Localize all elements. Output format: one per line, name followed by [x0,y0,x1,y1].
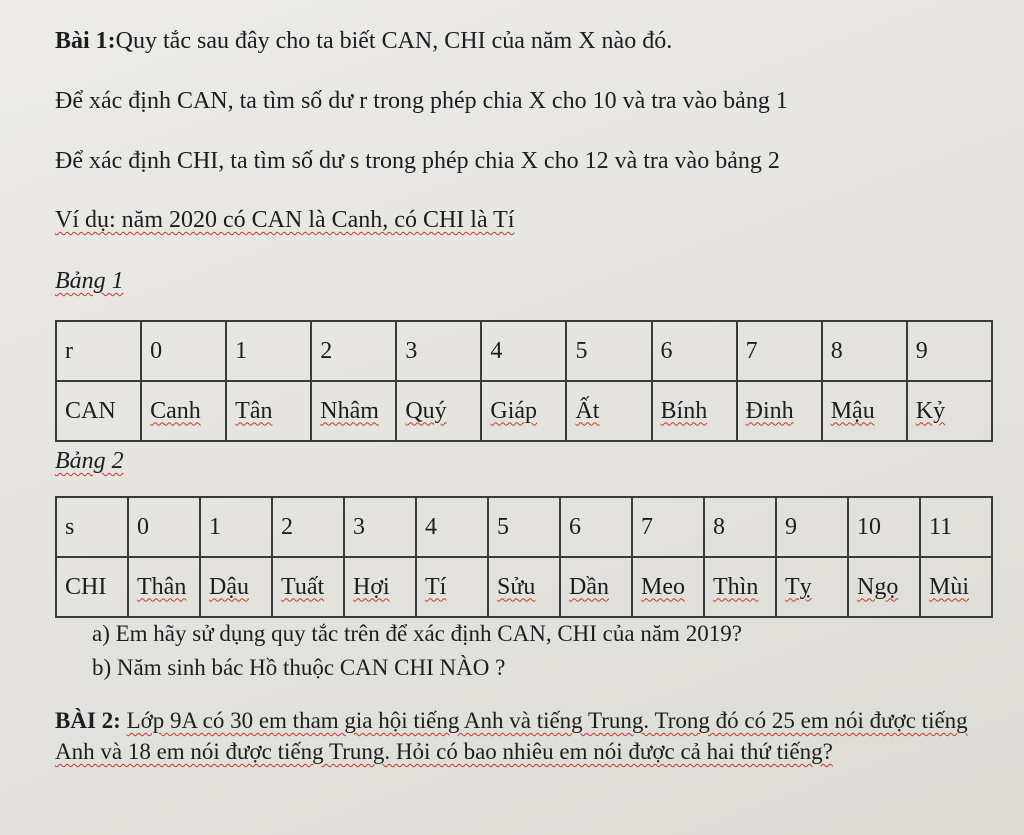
exercise-1-title: Quy tắc sau đây cho ta biết CAN, CHI của năm X nào đó. [115,28,673,54]
can-name-cell: Canh [141,381,226,441]
remainder-s-cell: 2 [272,497,344,557]
remainder-r-cell: 3 [396,321,481,381]
question-b: b) Năm sinh bác Hồ thuộc CAN CHI NÀO ? [92,655,506,680]
remainder-s-cell: 10 [848,497,920,557]
table-row [56,497,992,557]
remainder-s-cell: 6 [560,497,632,557]
chi-name-cell: Mùi [920,557,992,617]
can-rule-text: Để xác định CAN, ta tìm số dư r trong phép chia X cho 10 và tra vào bảng 1 [55,88,788,114]
exercise-2 [55,705,1005,767]
row-label-chi: CHI [56,557,128,617]
remainder-r-cell: 9 [907,321,992,381]
can-name-cell: Kỷ [907,381,992,441]
exercise-2-text: Lớp 9A có 30 em tham gia hội tiếng Anh và tiếng Trung. Trong đó có 25 em nói được tiếng Anh và 18 em nói được tiếng Trung. Hỏi có bao nhiêu em nói được cả hai thứ tiếng? [55,708,968,764]
remainder-s-cell: 3 [344,497,416,557]
can-name-cell: Bính [652,381,737,441]
can-name-cell: Ất [566,381,651,441]
row-label-r: r [56,321,141,381]
exercise-1-label: Bài 1: [55,28,116,54]
remainder-s-cell: 0 [128,497,200,557]
remainder-r-cell: 1 [226,321,311,381]
chi-name-cell: Thìn [704,557,776,617]
can-name-cell: Giáp [481,381,566,441]
remainder-s-cell: 5 [488,497,560,557]
table-2-caption: Bảng 2 [55,448,124,474]
remainder-s-cell: 8 [704,497,776,557]
chi-rule-text: Để xác định CHI, ta tìm số dư s trong phép chia X cho 12 và tra vào bảng 2 [55,148,780,174]
row-label-can: CAN [56,381,141,441]
chi-name-cell: Meo [632,557,704,617]
chi-name-cell: Hợi [344,557,416,617]
chi-name-cell: Dần [560,557,632,617]
title-line [55,28,672,55]
chi-name-cell: Tí [416,557,488,617]
exercise-2-label: BÀI 2: [55,708,121,733]
remainder-s-cell: 1 [200,497,272,557]
remainder-r-cell: 0 [141,321,226,381]
can-name-cell: Đinh [737,381,822,441]
can-name-cell: Nhâm [311,381,396,441]
chi-name-cell: Tuất [272,557,344,617]
row-label-s: s [56,497,128,557]
chi-name-cell: Thân [128,557,200,617]
chi-name-cell: Ngọ [848,557,920,617]
remainder-s-cell: 4 [416,497,488,557]
remainder-r-cell: 7 [737,321,822,381]
chi-name-cell: Sửu [488,557,560,617]
question-a: a) Em hãy sử dụng quy tắc trên để xác định CAN, CHI của năm 2019? [92,621,742,646]
table-1-caption: Bảng 1 [55,268,124,294]
chi-name-cell: Dậu [200,557,272,617]
can-name-cell: Mậu [822,381,907,441]
remainder-r-cell: 6 [652,321,737,381]
table-row [56,557,992,617]
can-name-cell: Tân [226,381,311,441]
table-row [56,381,992,441]
remainder-s-cell: 11 [920,497,992,557]
table-row [56,321,992,381]
chi-name-cell: Tỵ [776,557,848,617]
remainder-r-cell: 5 [566,321,651,381]
chi-table [55,496,993,618]
remainder-r-cell: 4 [481,321,566,381]
remainder-s-cell: 9 [776,497,848,557]
remainder-r-cell: 2 [311,321,396,381]
remainder-r-cell: 8 [822,321,907,381]
can-table [55,320,993,442]
can-name-cell: Quý [396,381,481,441]
remainder-s-cell: 7 [632,497,704,557]
example-text: Ví dụ: năm 2020 có CAN là Canh, có CHI là Tí [55,207,515,233]
